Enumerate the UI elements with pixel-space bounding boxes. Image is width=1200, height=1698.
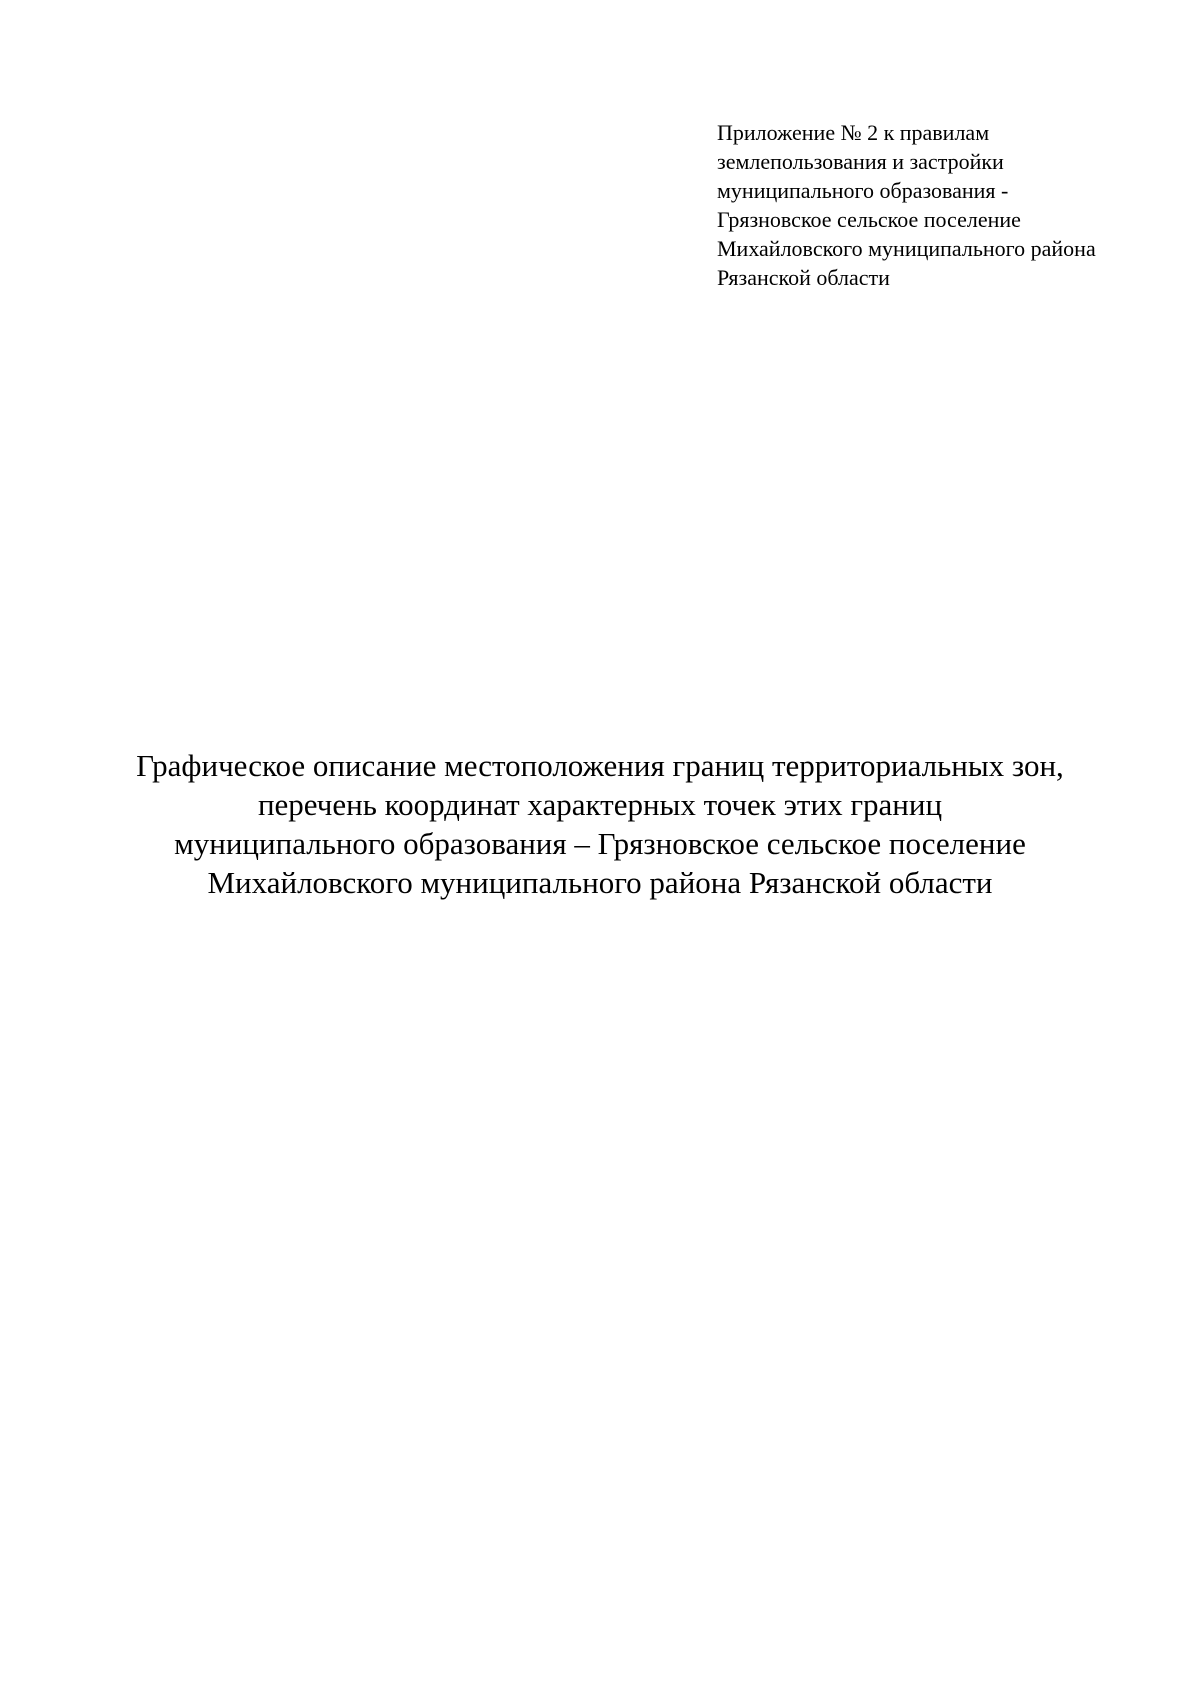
appendix-note-line: муниципального образования - [717, 178, 1009, 203]
appendix-note-line: Приложение № 2 к правилам [717, 120, 990, 145]
appendix-note-line: Рязанской области [717, 265, 890, 290]
document-title [0, 746, 1200, 902]
document-title-line: муниципального образования – Грязновское сельское поселение [174, 826, 1026, 861]
appendix-note-line: Грязновское сельское поселение [717, 207, 1021, 232]
document-title-line: Графическое описание местоположения границ территориальных зон, [136, 748, 1064, 783]
appendix-note [717, 118, 1177, 292]
appendix-note-line: землепользования и застройки [717, 149, 1004, 174]
appendix-note-line: Михайловского муниципального района [717, 236, 1096, 261]
document-title-line: Михайловского муниципального района Рязанской области [207, 865, 993, 900]
document-title-line: перечень координат характерных точек этих границ [257, 787, 943, 822]
